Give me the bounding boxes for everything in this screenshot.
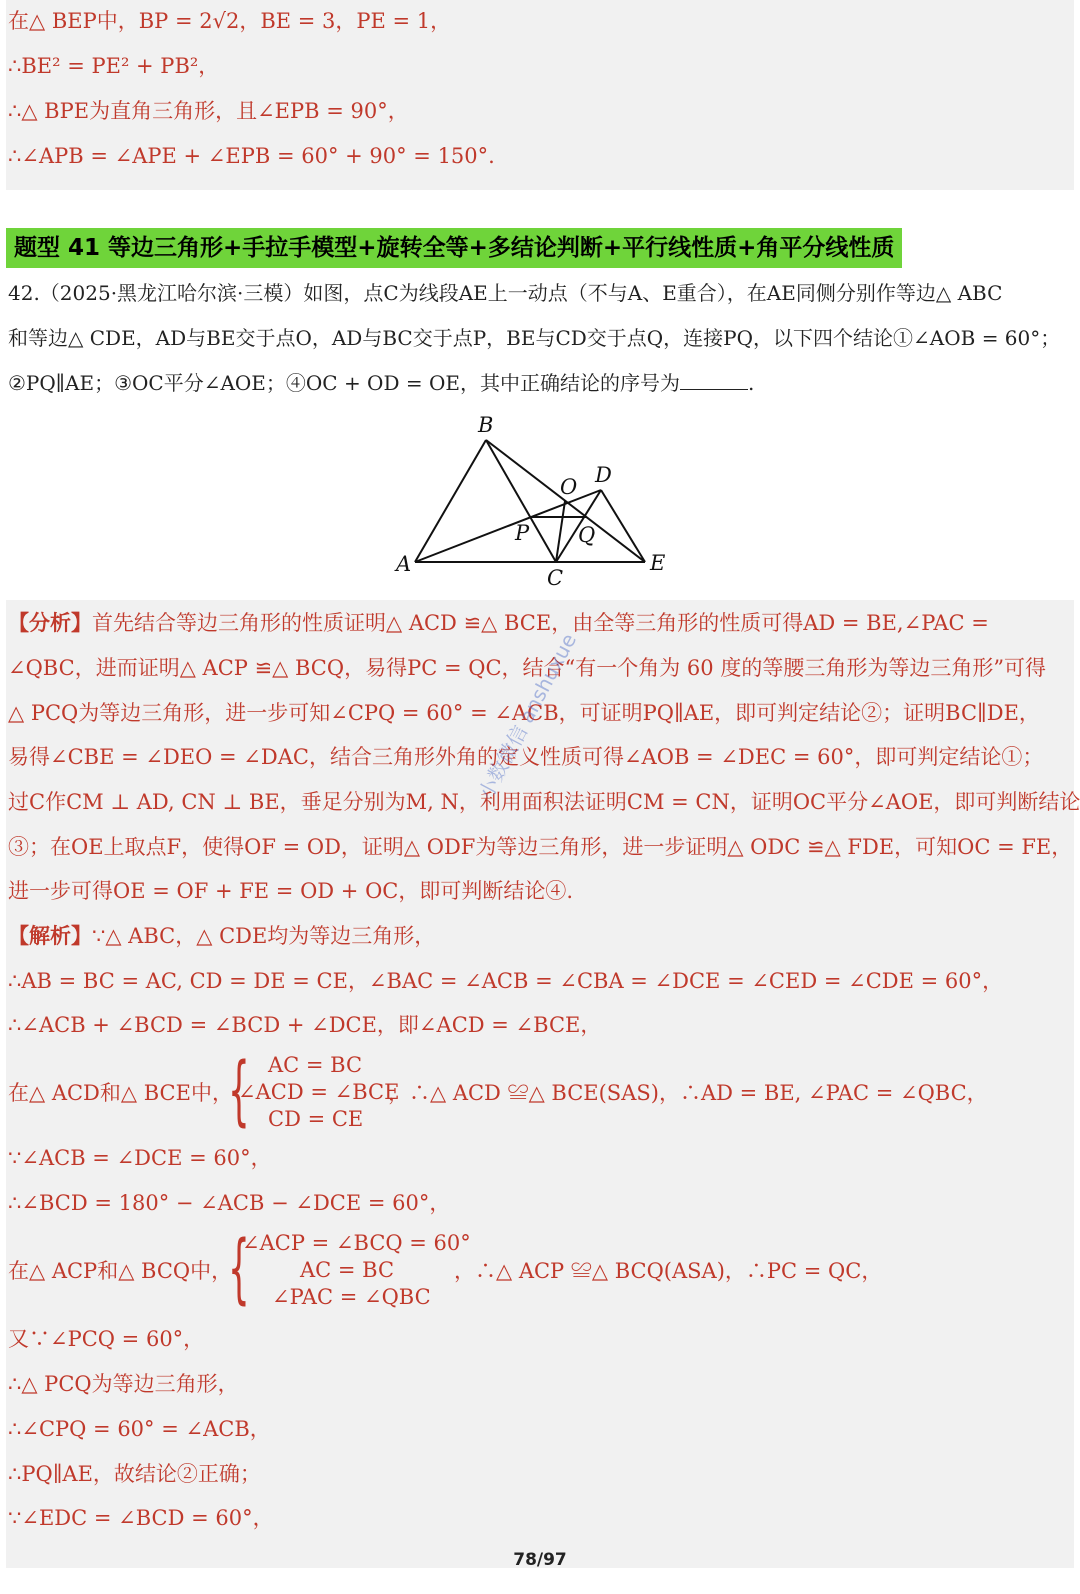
brace-symbol: { xyxy=(228,1223,250,1312)
system-label: 在△ ACP和△ BCQ中， xyxy=(8,1259,233,1283)
previous-solution-line: ∴BE² = PE² + PB²， xyxy=(8,54,220,78)
system-conclusion: ，∴△ ACD ≌△ BCE(SAS)，∴AD = BE, ∠PAC = ∠QBC， xyxy=(388,1081,988,1105)
section-heading: 题型 41 等边三角形+手拉手模型+旋转全等+多结论判断+平行线性质+角平分线性质 xyxy=(6,228,902,268)
solution-line xyxy=(8,921,435,951)
analysis-tag: 【分析】 xyxy=(8,610,92,635)
analysis-line: ∠QBC，进而证明△ ACP ≌△ BCQ，易得PC = QC，结合“有一个角为 60 度的等腰三角形为等边三角形”可得 xyxy=(8,656,1047,680)
solution-line: ∴PQ∥AE，故结论②正确； xyxy=(8,1462,261,1486)
watermark: 小数微信 anshuxue xyxy=(473,629,582,804)
system-row: AC = BC xyxy=(300,1258,395,1282)
solution-line: ∵∠ACB = ∠DCE = 60°， xyxy=(8,1146,272,1170)
page-number: 78/97 xyxy=(513,1550,567,1570)
question-line: 和等边△ CDE，AD与BE交于点O，AD与BC交于点P，BE与CD交于点Q，连接PQ，以下四个结论①∠AOB = 60°； xyxy=(8,326,1061,350)
question-line-text: ②PQ∥AE；③OC平分∠AOE；④OC + OD = OE，其中正确结论的序号为 xyxy=(8,371,680,395)
analysis-line: △ PCQ为等边三角形，进一步可知∠CPQ = 60° = ∠ACB，可证明PQ∥AE，即可判定结论②；证明BC∥DE， xyxy=(8,701,1040,725)
analysis-text: 首先结合等边三角形的性质证明△ ACD ≌△ BCE，由全等三角形的性质可得AD = BE,∠PAC = xyxy=(92,611,989,635)
question-line-end: . xyxy=(747,371,755,395)
question-line xyxy=(8,368,754,398)
solution-line: ∴∠BCD = 180° − ∠ACB − ∠DCE = 60°， xyxy=(8,1191,451,1215)
solution-line: ∴∠ACB + ∠BCD = ∠BCD + ∠DCE，即∠ACD = ∠BCE， xyxy=(8,1013,602,1037)
solution-line: ∵∠EDC = ∠BCD = 60°， xyxy=(8,1506,274,1530)
system-row: ∠ACD = ∠BCE xyxy=(238,1080,400,1104)
analysis-line: 进一步可得OE = OF + FE = OD + OC，即可判断结论④. xyxy=(8,879,574,903)
system-row: AC = BC xyxy=(268,1053,363,1077)
solution-line: 又∵∠PCQ = 60°， xyxy=(8,1327,205,1351)
point-label-O: O xyxy=(560,475,578,499)
solution-line: ∴△ PCQ为等边三角形， xyxy=(8,1372,239,1396)
previous-solution-line: ∴∠APB = ∠APE + ∠EPB = 60° + 90° = 150°. xyxy=(8,144,495,168)
point-label-D: D xyxy=(595,463,612,487)
point-label-C: C xyxy=(547,566,564,590)
question-line: 42.（2025·黑龙江哈尔滨·三模）如图，点C为线段AE上一动点（不与A、E重合），在AE同侧分别作等边△ ABC xyxy=(8,281,1003,305)
equation-system-1 xyxy=(8,1045,1008,1136)
previous-solution-line: ∴△ BPE为直角三角形，且∠EPB = 90°， xyxy=(8,99,409,123)
system-row: ∠PAC = ∠QBC xyxy=(272,1285,431,1309)
brace-symbol: { xyxy=(228,1045,250,1134)
solution-text: ∵△ ABC，△ CDE均为等边三角形， xyxy=(92,924,436,948)
point-label-P: P xyxy=(515,521,530,545)
analysis-line: 易得∠CBE = ∠DEO = ∠DAC，结合三角形外角的定义性质可得∠AOB = ∠DEC = 60°，即可判定结论①； xyxy=(8,745,1044,769)
point-label-Q: Q xyxy=(578,523,596,547)
system-row: ∠ACP = ∠BCQ = 60° xyxy=(242,1231,471,1255)
system-row: CD = CE xyxy=(268,1107,364,1131)
point-label-E: E xyxy=(650,551,666,575)
point-label-A: A xyxy=(396,552,412,576)
geometry-figure xyxy=(390,410,690,595)
answer-blank xyxy=(680,369,748,390)
analysis-line: ③；在OE上取点F，使得OF = OD，证明△ ODF为等边三角形，进一步证明△ ODC ≌△ FDE，可知OC = FE， xyxy=(8,835,1073,859)
point-label-B: B xyxy=(478,413,494,437)
analysis-line xyxy=(8,608,989,638)
solution-line: ∴AB = BC = AC, CD = DE = CE，∠BAC = ∠ACB = ∠CBA = ∠DCE = ∠CED = ∠CDE = 60°， xyxy=(8,969,1004,993)
system-rows xyxy=(238,1052,399,1133)
solution-line: ∴∠CPQ = 60° = ∠ACB， xyxy=(8,1417,271,1441)
solution-tag: 【解析】 xyxy=(8,923,92,948)
analysis-line: 过C作CM ⊥ AD, CN ⊥ BE，垂足分别为M, N，利用面积法证明CM = CN，证明OC平分∠AOE，即可判断结论 xyxy=(8,790,1080,814)
previous-solution-line: 在△ BEP中，BP = 2√2，BE = 3，PE = 1， xyxy=(8,9,452,33)
equation-system-2 xyxy=(8,1223,1008,1314)
system-label: 在△ ACD和△ BCE中， xyxy=(8,1081,233,1105)
system-conclusion: ，∴△ ACP ≌△ BCQ(ASA)，∴PC = QC， xyxy=(454,1259,883,1283)
system-rows xyxy=(242,1230,471,1311)
